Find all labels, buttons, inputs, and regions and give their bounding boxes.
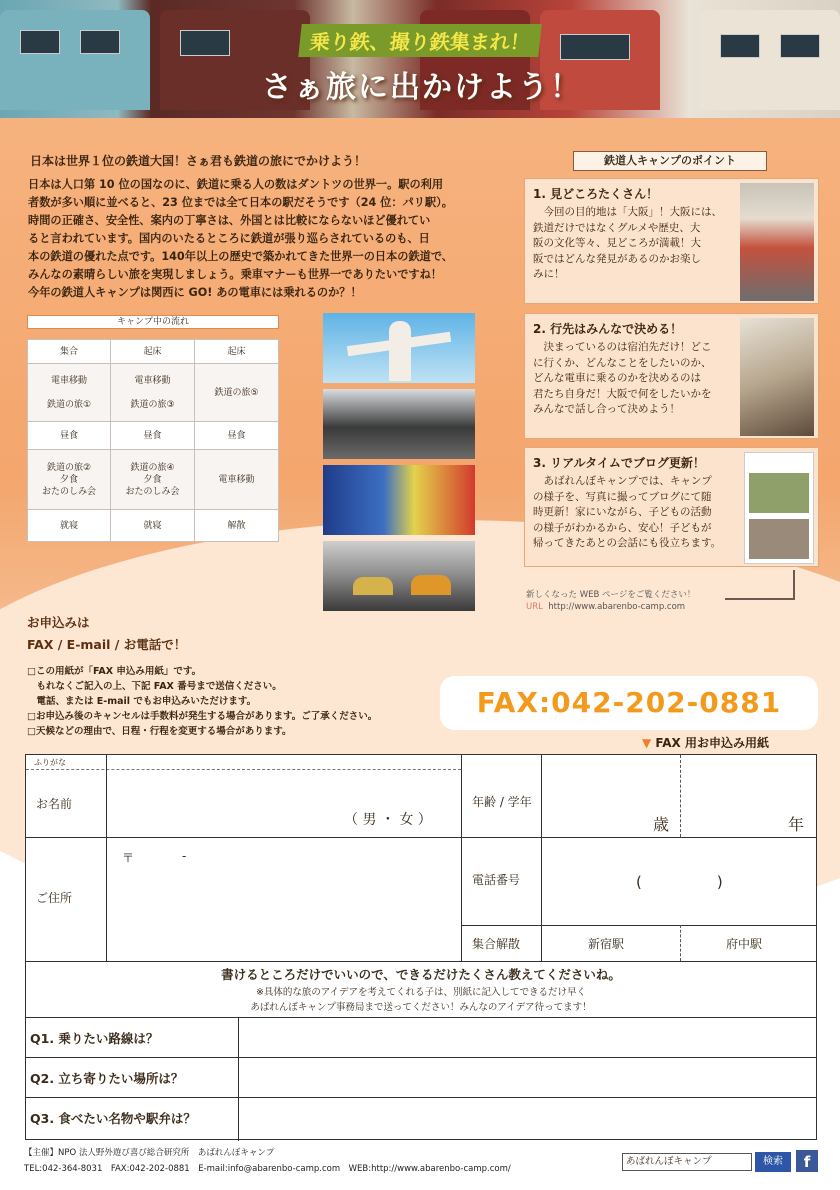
lead-line: 今年の鉄道人キャンプは関西に GO! あの電車には乗れるのか？！ xyxy=(28,286,362,299)
point-card-2 xyxy=(524,313,819,439)
flow-cell: 昼食 xyxy=(111,422,194,450)
question-2-label: Q2. 立ち寄りたい場所は？ xyxy=(30,1071,184,1086)
url-arrow xyxy=(725,570,795,600)
request-title: 書けるところだけでいいので、できるだけたくさん教えてくださいね。 xyxy=(221,967,621,982)
question-1-field[interactable] xyxy=(239,1018,815,1056)
point-card-3 xyxy=(524,447,819,567)
furigana-field[interactable] xyxy=(107,756,460,769)
flow-cell: 起床 xyxy=(111,340,194,364)
train-photo-1 xyxy=(0,10,150,110)
fax-form-label: ▼ FAX 用お申込み用紙 xyxy=(642,736,769,750)
points-title: 鉄道人キャンプのポイント xyxy=(573,151,767,171)
glico-sign-photo xyxy=(323,465,475,535)
lead-title: 日本は世界１位の鉄道大国！さぁ君も鉄道の旅にでかけよう！ xyxy=(30,154,367,168)
blog-screenshot xyxy=(744,452,814,564)
point-text: あばれんぼキャンプでは、キャンプ の様子を、写真に撮ってブログにて随 時更新！家にいながら、子どもの活動 の様子がわかるから、安心！子どもが 帰ってきたあとの会話にも役立ちます。 xyxy=(533,475,722,549)
search-button[interactable]: 検索 xyxy=(755,1152,791,1172)
flow-column xyxy=(27,340,111,542)
organizer: 【主催】NPO 法人野外遊び喜び総合研究所 あばれんぼキャンプ xyxy=(24,1148,275,1158)
railway-museum-photo xyxy=(323,541,475,611)
meet-option-fuchu[interactable]: 府中駅 xyxy=(726,937,763,951)
camp-flow-table xyxy=(27,315,279,542)
train-photo xyxy=(740,183,814,301)
photo-column xyxy=(323,313,475,617)
meet-option-shinjuku[interactable]: 新宿駅 xyxy=(588,937,625,951)
phone-label: 電話番号 xyxy=(472,873,521,887)
url-label: URL xyxy=(526,602,543,612)
apply-notes: □この用紙が「FAX 申込み用紙」です。 もれなくご記入の上、下記 FAX 番号まで送信ください。 電話、または E-mail でもお申込みいただけます。 □お申込み後のキャンセルは手数料が発生する場合があります。ご了承ください。 □天候などの理由で、日程・行程を変更する場合があります。 xyxy=(27,666,378,737)
roundhouse-photo xyxy=(323,389,475,459)
footer xyxy=(24,1145,511,1177)
point-heading: 2. 行先はみんなで決める！ xyxy=(533,322,683,336)
flow-cell: 昼食 xyxy=(195,422,278,450)
point-text: 今回の目的地は「大阪」！大阪には、 鉄道だけではなくグルメや歴史、大 阪の文化等々、見どころが満載！大 阪ではどんな発見があるのかお楽し みに！ xyxy=(533,206,722,280)
request-note: あばれんぼキャンプ事務局まで送ってください！みんなのアイデア待ってます！ xyxy=(250,1002,592,1013)
contact-info: TEL:042-364-8031 FAX:042-202-0881 E-mail:info@abarenbo-camp.com WEB:http://www.abarenbo-camp.com/ xyxy=(24,1164,511,1174)
lead-line: 者数が多い順に並べると、23 位までは全て日本の駅だそうです（24 位：パリ駅）。 xyxy=(28,196,453,209)
train-photo-5 xyxy=(700,10,840,110)
age-label: 年齢 / 学年 xyxy=(472,795,532,809)
question-2-field[interactable] xyxy=(239,1058,815,1096)
address-label: ご住所 xyxy=(36,891,73,905)
fax-number: FAX:042-202-0881 xyxy=(440,676,818,730)
zip-dash: - xyxy=(182,849,187,863)
children-meeting-photo xyxy=(740,318,814,436)
flow-title: キャンプ中の流れ xyxy=(27,315,279,329)
gender-select[interactable]: （ 男 ・ 女 ） xyxy=(344,812,432,828)
lead-line: みんなの素晴らしい旅を実現しましょう。乗車マナーも世界一でありたいですね！ xyxy=(28,268,442,281)
hero-subtitle: 乗り鉄、撮り鉄集まれ！ xyxy=(298,24,541,57)
zip-mark: 〒 xyxy=(122,851,135,865)
search-input[interactable]: あばれんぼキャンプ xyxy=(622,1153,752,1171)
flow-cell: 就寝 xyxy=(28,510,110,542)
flow-column xyxy=(195,340,279,542)
point-heading: 1. 見どころたくさん！ xyxy=(533,187,659,201)
meet-label: 集合解散 xyxy=(472,937,521,951)
flow-cell: 就寝 xyxy=(111,510,194,542)
flow-cell: 電車移動 鉄道の旅① xyxy=(28,364,110,422)
lead-line: 本の鉄道の優れた点です。140年以上の歴史で築かれてきた世界一の日本の鉄道で、 xyxy=(28,250,453,263)
flow-cell: 電車移動 xyxy=(195,450,278,510)
flow-cell: 鉄道の旅④ 夕食 おたのしみ会 xyxy=(111,450,194,510)
facebook-icon[interactable]: f xyxy=(796,1150,818,1172)
point-card-1 xyxy=(524,178,819,304)
web-note: 新しくなった WEB ページをご覧ください！ URL http://www.abarenbo-camp.com xyxy=(526,590,696,612)
flow-cell: 鉄道の旅⑤ xyxy=(195,364,278,422)
phone-area-code: ( ) xyxy=(636,873,723,891)
age-unit: 歳 xyxy=(653,815,670,834)
grade-unit: 年 xyxy=(788,815,805,834)
flow-grid xyxy=(27,339,279,542)
flow-cell: 電車移動 鉄道の旅③ xyxy=(111,364,194,422)
question-3-label: Q3. 食べたい名物や駅弁は？ xyxy=(30,1111,196,1126)
flow-cell: 鉄道の旅② 夕食 おたのしみ会 xyxy=(28,450,110,510)
hero-banner xyxy=(0,0,840,118)
question-3-field[interactable] xyxy=(239,1098,815,1138)
request-note: ※具体的な旅のアイデアを考えてくれる子は、別紙に記入してできるだけ早く xyxy=(255,987,587,998)
hero-title: さぁ旅に出かけよう！ xyxy=(262,70,582,105)
point-text: 決まっているのは宿泊先だけ！どこ に行くか、どんなことをしたいのか、 どんな電車に乗るのかを決めるのは 君たち自身だ！大阪で何をしたいかを みんなで話し合って決めよう！ xyxy=(533,341,712,415)
tower-of-sun-photo xyxy=(323,313,475,383)
lead-body xyxy=(28,176,476,302)
address-field[interactable] xyxy=(107,839,460,960)
flow-column xyxy=(111,340,195,542)
application-form xyxy=(25,754,817,1140)
lead-line: 日本は人口第 10 位の国なのに、鉄道に乗る人の数はダントツの世界一。駅の利用 xyxy=(28,178,444,191)
flow-cell: 起床 xyxy=(195,340,278,364)
lead-line: ると言われています。国内のいたるところに鉄道が張り巡らされているのも、日 xyxy=(28,232,430,245)
name-label: お名前 xyxy=(36,797,73,811)
flow-cell: 昼食 xyxy=(28,422,110,450)
flow-cell: 解散 xyxy=(195,510,278,542)
lead-line: 時間の正確さ、安全性、案内の丁寧さは、外国とは比較にならないほど優れてい xyxy=(28,214,431,227)
triangle-down-icon: ▼ xyxy=(642,736,652,750)
apply-title: お申込みは FAX / E-mail / お電話で！ xyxy=(27,615,187,652)
website-link[interactable]: http://www.abarenbo-camp.com xyxy=(548,602,686,612)
point-heading: 3. リアルタイムでブログ更新！ xyxy=(533,456,705,470)
furigana-label: ふりがな xyxy=(34,758,66,767)
question-1-label: Q1. 乗りたい路線は？ xyxy=(30,1031,159,1046)
flow-cell: 集合 xyxy=(28,340,110,364)
